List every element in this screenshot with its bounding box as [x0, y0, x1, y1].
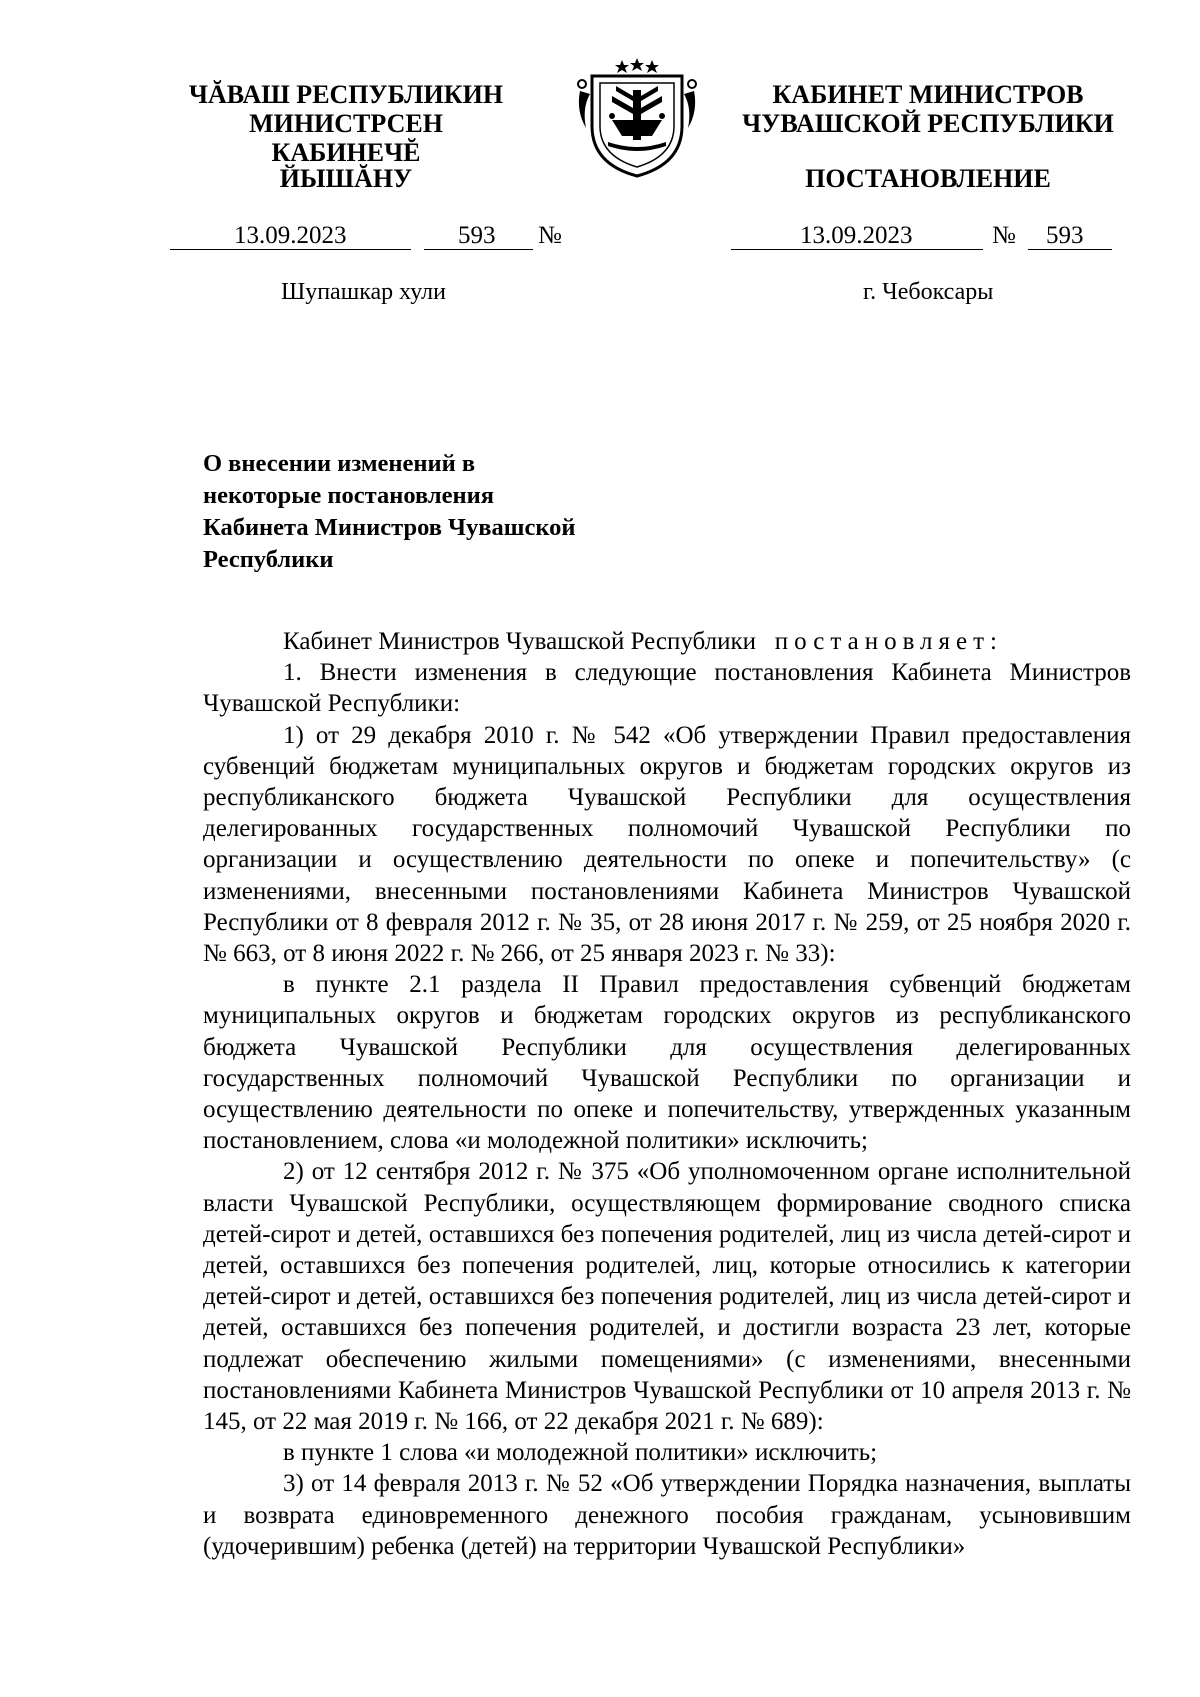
right-number-sign: №	[992, 222, 1016, 249]
header-right-line2: ЧУВАШСКОЙ РЕСПУБЛИКИ	[742, 109, 1114, 138]
body-paragraph: в пункте 2.1 раздела II Правил предоставления субвенций бюджетам муниципальных округов и бюджетам городских округов из республиканского бюджета Чувашской Республики для осуществления делегированных государственных полномочий Чувашской Республики по организации и осуществлению деятельности по опеке и попечительству, утвержденных указанным постановлением, слова «и молодежной политики» исключить;	[203, 971, 1131, 1155]
header-left-doc-type: ЙЫШĂНУ	[279, 164, 413, 193]
header-left-block	[176, 80, 516, 167]
body-paragraph: 3) от 14 февраля 2013 г. № 52 «Об утверждении Порядка назначения, выплаты и возврата единовременного денежного пособия гражданам, усыновившим (удочерившим) ребенка (детей) на территории Чувашской Республики»	[203, 1470, 1131, 1560]
body-paragraph: в пункте 1 слова «и молодежной политики» исключить;	[283, 1439, 878, 1467]
header-right-block	[728, 80, 1128, 138]
body-paragraph: 2) от 12 сентября 2012 г. № 375 «Об уполномоченном органе исполнительной власти Чувашской Республики, осуществляющем формирование сводного списка детей-сирот и детей, оставшихся без попечения родителей, лиц из числа детей-сирот и детей, оставшихся без попечения родителей, лиц, которые относились к категории детей-сирот и детей, оставшихся без попечения родителей, лиц из числа детей-сирот и детей, оставшихся без попечения родителей, и достигли возраста 23 лет, которые подлежат обеспечению жилыми помещениями» (с изменениями, внесенными постановлениями Кабинета Министров Чувашской Республики от 10 апреля 2013 г. № 145, от 22 мая 2019 г. № 166, от 22 декабря 2021 г. № 689):	[203, 1158, 1131, 1436]
intro-paragraph	[203, 626, 1131, 657]
intro-prefix: Кабинет Министров Чувашской Республики	[283, 628, 757, 655]
header-left-line2: МИНИСТРСЕН КАБИНЕЧĔ	[249, 109, 443, 167]
intro-verb: постановляет:	[774, 628, 1004, 655]
left-place: Шупашкар хули	[281, 279, 446, 305]
header-right-line1: КАБИНЕТ МИНИСТРОВ	[772, 80, 1084, 109]
left-number: 593	[458, 222, 496, 249]
right-date: 13.09.2023	[800, 222, 913, 249]
document-title: О внесении изменений в некоторые постановления Кабинета Министров Чувашской Республики	[203, 450, 576, 573]
header-right-doc-type: ПОСТАНОВЛЕНИЕ	[805, 164, 1051, 193]
document-body	[203, 626, 1131, 1562]
header-left-line1: ЧĂВАШ РЕСПУБЛИКИН	[188, 80, 504, 109]
right-place: г. Чебоксары	[863, 279, 994, 305]
body-paragraph: 1. Внести изменения в следующие постановления Кабинета Министров Чувашской Республики:	[203, 659, 1131, 718]
left-number-sign: №	[538, 222, 562, 249]
left-date: 13.09.2023	[234, 222, 347, 249]
chuvash-republic-emblem-icon	[572, 56, 702, 180]
body-paragraph: 1) от 29 декабря 2010 г. № 542 «Об утверждении Правил предоставления субвенций бюджетам муниципальных округов и бюджетам городских округов из республиканского бюджета Чувашской Республики для осуществления делегированных государственных полномочий Чувашской Республики по организации и осуществлению деятельности по опеке и попечительству» (с изменениями, внесенными постановлениями Кабинета Министров Чувашской Республики от 8 февраля 2012 г. № 35, от 28 июня 2017 г. № 259, от 25 ноября 2020 г. № 663, от 8 июня 2022 г. № 266, от 25 января 2023 г. № 33):	[203, 721, 1131, 968]
right-number: 593	[1046, 222, 1084, 249]
